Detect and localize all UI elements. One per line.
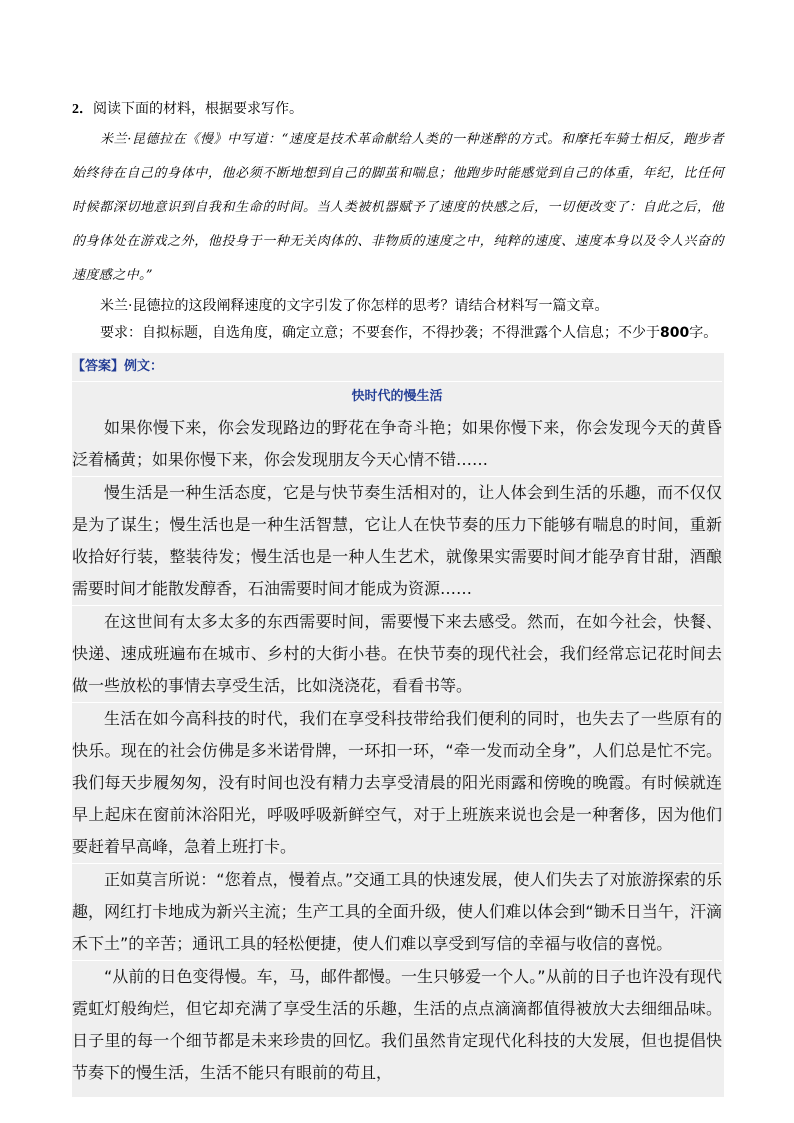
question-heading [72, 95, 724, 123]
document-page [72, 95, 724, 1097]
material-quote: 米兰·昆德拉在《慢》中写道：“速度是技术革命献给人类的一种迷醉的方式。和摩托车骑士相反，跑步者始终待在自己的身体中，他必须不断地想到自己的脚茧和喘息；他跑步时能感觉到自己的体重，年纪，比任何时候都深切地意识到自我和生命的时间。当人类被机器赋予了速度的快感之后，一切便改变了：自此之后，他的身体处在游戏之外，他投身于一种无关肉体的、非物质的速度之中，纯粹的速度、速度本身以及令人兴奋的速度感之中。” [72, 132, 724, 283]
essay-body [72, 412, 722, 1089]
essay-paragraph: 慢生活是一种生活态度，它是与快节奏生活相对的，让人体会到生活的乐趣，而不仅仅是为了谋生；慢生活也是一种生活智慧，它让人在快节奏的压力下能够有喘息的时间，重新收拾好行装，整装待发；慢生活也是一种人生艺术，就像果实需要时间才能孕育甘甜，酒酿需要时间才能散发醇香，石油需要时间才能成为资源…… [72, 476, 722, 605]
requirements-text: 要求：自拟标题，自选角度，确定立意；不要套作，不得抄袭；不得泄露个人信息；不少于 [100, 325, 660, 341]
answer-label: 【答案】例文： [72, 359, 164, 374]
task-requirements [72, 320, 724, 347]
essay-paragraph: 在这世间有太多太多的东西需要时间，需要慢下来去感受。然而，在如今社会，快餐、快递、速成班遍布在城市、乡村的大街小巷。在快节奏的现代社会，我们经常忘记花时间去做一些放松的事情去享受生活，比如浇浇花，看看书等。 [72, 605, 722, 702]
word-count: 800 [660, 325, 690, 341]
essay-paragraph: 如果你慢下来，你会发现路边的野花在争奇斗艳；如果你慢下来，你会发现今天的黄昏泛着橘黄；如果你慢下来，你会发现朋友今天心情不错…… [72, 418, 722, 469]
question-prompt: 阅读下面的材料，根据要求写作。 [93, 101, 303, 117]
essay-title: 快时代的慢生活 [72, 381, 722, 412]
essay-paragraph: 正如莫言所说：“您着点，慢着点。”交通工具的快速发展，使人们失去了对旅游探索的乐趣，网红打卡地成为新兴主流；生产工具的全面升级，使人们难以体会到“锄禾日当午，汗滴禾下土”的辛苦；通讯工具的轻松便捷，使人们难以享受到写信的幸福与收信的喜悦。 [72, 863, 722, 960]
essay-paragraph: “从前的日色变得慢。车，马，邮件都慢。一生只够爱一个人。”从前的日子也许没有现代霓虹灯般绚烂，但它却充满了享受生活的乐趣，生活的点点滴滴都值得被放大去细细品味。日子里的每一个细节都是未来珍贵的回忆。我们虽然肯定现代化科技的大发展，但也提倡快节奏下的慢生活，生活不能只有眼前的苟且， [72, 960, 722, 1089]
question-number: 2． [72, 102, 93, 117]
task-instruction: 米兰·昆德拉的这段阐释速度的文字引发了你怎样的思考？请结合材料写一篇文章。 [100, 298, 609, 314]
requirements-suffix: 字。 [689, 325, 718, 341]
essay-paragraph: 生活在如今高科技的时代，我们在享受科技带给我们便利的同时，也失去了一些原有的快乐。现在的社会仿佛是多米诺骨牌，一环扣一环，“牵一发而动全身”，人们总是忙不完。我们每天步履匆匆，没有时间也没有精力去享受清晨的阳光雨露和傍晚的晚霞。有时候就连早上起床在窗前沐浴阳光，呼吸呼吸新鲜空气，对于上班族来说也会是一种奢侈，因为他们要赶着早高峰，急着上班打卡。 [72, 702, 722, 863]
answer-block [72, 353, 724, 1097]
